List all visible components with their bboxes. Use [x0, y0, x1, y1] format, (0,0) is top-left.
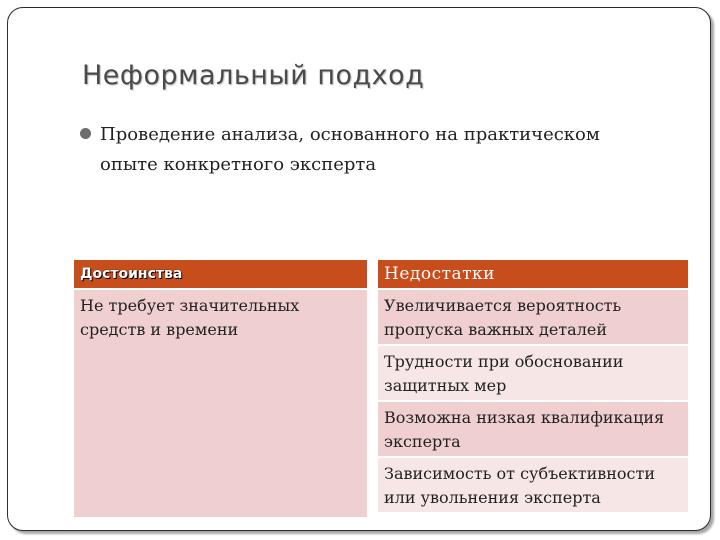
advantages-header: Достоинства — [74, 260, 367, 288]
bullet-dot-icon — [80, 128, 91, 139]
disadvantage-cell: Увеличивается вероятность пропуска важных деталей — [378, 290, 688, 344]
disadvantages-header: Недостатки — [378, 260, 688, 288]
disadvantage-cell: Трудности при обосновании защитных мер — [378, 346, 688, 400]
disadvantage-cell: Зависимость от субъективности или увольнения эксперта — [378, 458, 688, 512]
advantage-cell: Не требует значительных средств и времени — [74, 290, 367, 517]
bullet-text: Проведение анализа, основанного на практическом опыте конкретного эксперта — [100, 124, 600, 175]
slide-title: Неформальный подход — [82, 60, 425, 91]
disadvantage-cell: Возможна низкая квалификация эксперта — [378, 402, 688, 456]
